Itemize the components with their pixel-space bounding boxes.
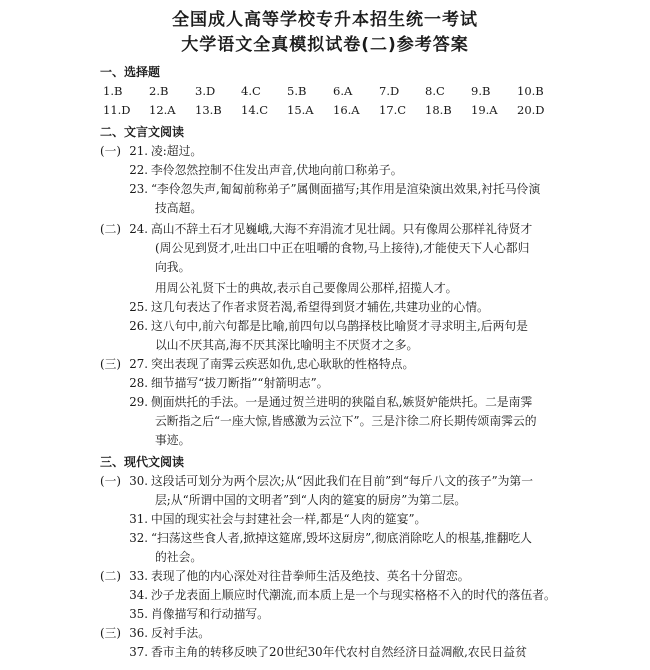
question-number: 28. xyxy=(129,376,148,390)
answer-continuation: 云断指之后“一座大惊,皆感激为云泣下”。三是汴徐二府长期传颂南霁云的 xyxy=(155,414,537,428)
question-number: 21. xyxy=(129,144,148,158)
choice-answer: 11.D xyxy=(103,103,131,117)
answer-text: 香市主角的转移反映了20世纪30年代农村自然经济日益凋敝,农民日益贫 xyxy=(151,645,527,659)
answer-row xyxy=(100,220,610,239)
answer-text: 这几句表达了作者求贤若渴,希望得到贤才辅佐,共建功业的心情。 xyxy=(151,300,489,314)
answer-continuation: (周公见到贤才,吐出口中正在咀嚼的食物,马上接待),才能使天下人心都归 xyxy=(155,241,530,255)
answer-text: 肖像描写和行动描写。 xyxy=(151,607,269,621)
question-number: 37. xyxy=(129,645,148,659)
answer-text: 这段话可划分为两个层次;从“因此我们在目前”到“每斤八文的孩子”为第一 xyxy=(151,474,534,488)
answer-continuation: 用周公礼贤下士的典故,表示自己要像周公那样,招揽人才。 xyxy=(155,281,458,295)
choice-answer: 13.B xyxy=(195,103,222,117)
question-number: 35. xyxy=(129,607,148,621)
choice-answer: 20.D xyxy=(517,103,545,117)
answer-text: 沙子龙表面上顺应时代潮流,而本质上是一个与现实格格不入的时代的落伍者。 xyxy=(151,588,556,602)
answer-text: “扫荡这些食人者,掀掉这筵席,毁坏这厨房”,彻底消除吃人的根基,推翻吃人 xyxy=(151,531,532,545)
answer-text: 表现了他的内心深处对往昔拳师生活及绝技、英名十分留恋。 xyxy=(151,569,470,583)
choice-answer: 9.B xyxy=(471,84,491,98)
choice-answer: 19.A xyxy=(471,103,498,117)
question-number: 26. xyxy=(129,319,148,333)
choice-answer: 16.A xyxy=(333,103,360,117)
question-number: 22. xyxy=(129,163,148,177)
answer-continuation: 向我。 xyxy=(155,260,191,274)
answer-continuation: 技高超。 xyxy=(155,201,203,215)
answer-row xyxy=(103,298,610,317)
group-marker: (一) xyxy=(100,144,122,158)
answer-text: 细节描写“拔刀断指”“射箭明志”。 xyxy=(151,376,329,390)
question-number: 25. xyxy=(129,300,148,314)
answer-row xyxy=(100,472,610,491)
choice-answer: 5.B xyxy=(287,84,307,98)
choice-answer: 7.D xyxy=(379,84,400,98)
answer-row xyxy=(103,605,610,624)
answer-row xyxy=(103,529,610,548)
answer-row xyxy=(103,161,610,180)
answer-continuation: 事迹。 xyxy=(155,433,191,447)
choice-answer: 18.B xyxy=(425,103,452,117)
answer-row xyxy=(103,393,610,412)
choice-answer: 14.C xyxy=(241,103,269,117)
answer-text: 李伶忽然控制不住发出声音,伏地向前口称弟子。 xyxy=(151,163,403,177)
group-marker: (三) xyxy=(100,626,122,640)
title-line-2: 大学语文全真模拟试卷(二)参考答案 xyxy=(181,35,469,55)
choice-answer: 17.C xyxy=(379,103,407,117)
choice-answer: 12.A xyxy=(149,103,176,117)
answer-row xyxy=(103,586,610,605)
group-marker: (二) xyxy=(100,569,122,583)
group-marker: (三) xyxy=(100,357,122,371)
answer-row xyxy=(100,142,610,161)
choice-answer: 2.B xyxy=(149,84,169,98)
question-number: 32. xyxy=(129,531,148,545)
choice-answer-grid xyxy=(103,82,610,120)
answer-text: 这八句中,前六句都是比喻,前四句以乌鹊择枝比喻贤才寻求明主,后两句是 xyxy=(151,319,528,333)
answer-row xyxy=(103,374,610,393)
answer-text: 反衬手法。 xyxy=(151,626,210,640)
question-number: 24. xyxy=(129,222,148,236)
section-heading-choice: 一、选择题 xyxy=(100,65,161,79)
choice-answer: 4.C xyxy=(241,84,261,98)
choice-answer: 3.D xyxy=(195,84,216,98)
section-heading-classical: 二、文言文阅读 xyxy=(100,125,185,139)
answer-row xyxy=(100,355,610,374)
answer-text: 中国的现实社会与封建社会一样,都是“人肉的筵宴”。 xyxy=(151,512,427,526)
answer-row xyxy=(103,317,610,336)
answer-text: 突出表现了南霁云疾恶如仇,忠心耿耿的性格特点。 xyxy=(151,357,415,371)
question-number: 29. xyxy=(129,395,148,409)
question-number: 36. xyxy=(129,626,148,640)
group-marker: (二) xyxy=(100,222,122,236)
question-number: 31. xyxy=(129,512,148,526)
choice-answer: 6.A xyxy=(333,84,353,98)
question-number: 34. xyxy=(129,588,148,602)
question-number: 27. xyxy=(129,357,148,371)
answer-text: 侧面烘托的手法。一是通过贺兰进明的狭隘自私,嫉贤妒能烘托。二是南霁 xyxy=(151,395,533,409)
answer-continuation: 层;从“所谓中国的文明者”到“人肉的筵宴的厨房”为第二层。 xyxy=(155,493,467,507)
choice-answer: 1.B xyxy=(103,84,123,98)
answer-row xyxy=(103,510,610,529)
answer-row xyxy=(103,643,610,662)
answer-text: 高山不辞土石才见巍峨,大海不弃涓流才见壮阔。只有像周公那样礼待贤才 xyxy=(151,222,533,236)
question-number: 23. xyxy=(129,182,148,196)
title-line-1: 全国成人高等学校专升本招生统一考试 xyxy=(172,10,478,30)
choice-answer: 15.A xyxy=(287,103,314,117)
answer-continuation: 的社会。 xyxy=(155,550,203,564)
answer-text: “李伶忽失声,匍匐前称弟子”属侧面描写;其作用是渲染演出效果,衬托马伶演 xyxy=(151,182,541,196)
answer-text: 凌:超过。 xyxy=(151,144,203,158)
answer-row xyxy=(103,180,610,199)
group-marker: (一) xyxy=(100,474,122,488)
answer-row xyxy=(100,624,610,643)
answer-continuation: 以山不厌其高,海不厌其深比喻明主不厌贤才之多。 xyxy=(155,338,419,352)
question-number: 33. xyxy=(129,569,148,583)
choice-answer: 10.B xyxy=(517,84,544,98)
section-heading-modern: 三、现代文阅读 xyxy=(100,455,185,469)
choice-answer: 8.C xyxy=(425,84,445,98)
answer-row xyxy=(100,567,610,586)
question-number: 30. xyxy=(129,474,148,488)
